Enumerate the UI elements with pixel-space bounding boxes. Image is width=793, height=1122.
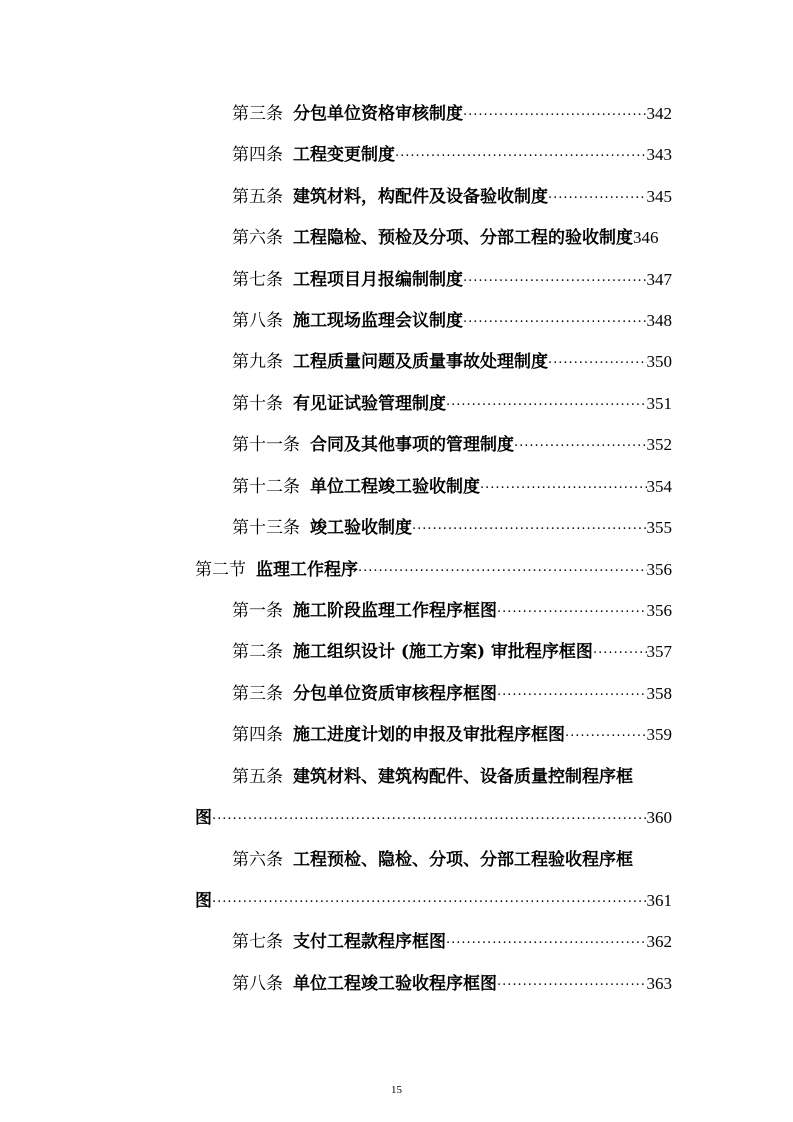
toc-entry-title: 单位工程竣工验收制度 xyxy=(310,477,480,497)
dot-leader xyxy=(212,805,647,829)
toc-entry-page: 361 xyxy=(646,891,672,910)
toc-entry-title: 工程质量问题及质量事故处理制度 xyxy=(293,352,548,372)
toc-entry-title: 合同及其他事项的管理制度 xyxy=(310,435,514,455)
toc-entry-continuation[interactable] xyxy=(195,799,672,829)
toc-entry-page: 360 xyxy=(646,808,672,827)
toc-entry-continuation[interactable] xyxy=(195,882,672,912)
toc-entry-number: 第八条 xyxy=(232,311,283,331)
toc-entry-title-continuation: 图 xyxy=(195,891,212,911)
toc-entry-title: 建筑材料、建筑构配件、设备质量控制程序框 xyxy=(293,767,633,787)
toc-entry[interactable] xyxy=(232,758,672,788)
dot-leader xyxy=(358,557,647,581)
dot-leader xyxy=(497,598,647,622)
toc-entry-number: 第三条 xyxy=(232,684,283,704)
toc-entry[interactable] xyxy=(232,592,672,622)
toc-entry-title: 竣工验收制度 xyxy=(310,518,412,538)
toc-section-number: 第二节 xyxy=(195,560,246,580)
toc-entry[interactable] xyxy=(232,343,672,373)
toc-entry-title: 工程变更制度 xyxy=(293,145,395,165)
toc-entry-page: 348 xyxy=(646,311,672,330)
toc-entry-page: 356 xyxy=(646,601,672,620)
toc-section-title: 监理工作程序 xyxy=(256,560,358,580)
toc-entry-number: 第十条 xyxy=(232,394,283,414)
toc-entry-page: 350 xyxy=(646,352,672,371)
toc-entry-number: 第四条 xyxy=(232,145,283,165)
toc-entry[interactable] xyxy=(232,261,672,291)
toc-entry-title: 分包单位资质审核程序框图 xyxy=(293,684,497,704)
toc-entry[interactable] xyxy=(232,95,672,125)
toc-entry-page: 363 xyxy=(646,974,672,993)
dot-leader xyxy=(565,722,647,746)
toc-entry-number: 第五条 xyxy=(232,187,283,207)
toc-entry[interactable] xyxy=(232,965,672,995)
toc-entry-page: 343 xyxy=(646,145,672,164)
toc-entry[interactable] xyxy=(232,675,672,705)
toc-entry-title: 有见证试验管理制度 xyxy=(293,394,446,414)
dot-leader xyxy=(463,308,647,332)
toc-entry-page: 359 xyxy=(646,725,672,744)
toc-entry-title: 施工进度计划的申报及审批程序框图 xyxy=(293,725,565,745)
toc-entry-number: 第五条 xyxy=(232,767,283,787)
toc-entry-number: 第十三条 xyxy=(232,518,300,538)
toc-entry[interactable] xyxy=(232,178,672,208)
toc-entry-number: 第二条 xyxy=(232,642,283,662)
dot-leader xyxy=(497,971,647,995)
dot-leader xyxy=(446,929,647,953)
toc-entry-number: 第九条 xyxy=(232,352,283,372)
toc-entry-page: 358 xyxy=(646,684,672,703)
toc-entry[interactable] xyxy=(232,716,672,746)
toc-entry-number: 第一条 xyxy=(232,601,283,621)
toc-entry-title: 工程预检、隐检、分项、分部工程验收程序框 xyxy=(293,850,633,870)
dot-leader xyxy=(212,888,647,912)
page-number-footer: 15 xyxy=(391,1084,402,1096)
toc-entry-number: 第七条 xyxy=(232,932,283,952)
toc-entry-title: 施工现场监理会议制度 xyxy=(293,311,463,331)
dot-leader xyxy=(514,432,647,456)
toc-section[interactable] xyxy=(195,551,672,581)
toc-entry-page: 345 xyxy=(646,187,672,206)
toc-entry[interactable] xyxy=(232,509,672,539)
toc-entry-number: 第十二条 xyxy=(232,477,300,497)
toc-entry[interactable] xyxy=(232,302,672,332)
toc-entry-number: 第八条 xyxy=(232,974,283,994)
toc-entry-page: 351 xyxy=(646,394,672,413)
dot-leader xyxy=(497,681,647,705)
dot-leader xyxy=(395,142,647,166)
toc-entry-title: 单位工程竣工验收程序框图 xyxy=(293,974,497,994)
toc-entry-page: 347 xyxy=(646,270,672,289)
toc-entry-title: 分包单位资格审核制度 xyxy=(293,104,463,124)
dot-leader xyxy=(548,349,647,373)
toc-entry-page: 354 xyxy=(646,477,672,496)
toc-entry-title-continuation: 图 xyxy=(195,808,212,828)
toc-entry[interactable] xyxy=(232,136,672,166)
dot-leader xyxy=(480,474,647,498)
toc-entry[interactable] xyxy=(232,923,672,953)
toc-entry-number: 第十一条 xyxy=(232,435,300,455)
toc-entry-page: 342 xyxy=(646,104,672,123)
toc-entry-number: 第六条 xyxy=(232,850,283,870)
toc-entry-page: 357 xyxy=(646,642,672,661)
toc-entry-title: 施工组织设计 (施工方案) 审批程序框图 xyxy=(293,642,593,662)
toc-entry-page: 352 xyxy=(646,435,672,454)
toc-entry[interactable] xyxy=(232,219,702,249)
dot-leader xyxy=(548,184,647,208)
toc-entry-number: 第三条 xyxy=(232,104,283,124)
toc-section-page: 356 xyxy=(646,560,672,579)
toc-entry-number: 第七条 xyxy=(232,270,283,290)
toc-entry-title: 建筑材料，构配件及设备验收制度 xyxy=(293,187,548,207)
toc-entry-title: 工程项目月报编制制度 xyxy=(293,270,463,290)
dot-leader xyxy=(463,101,647,125)
dot-leader xyxy=(593,639,647,663)
toc-entry[interactable] xyxy=(232,385,672,415)
dot-leader xyxy=(463,267,647,291)
toc-entry-page: 346 xyxy=(633,228,659,247)
toc-entry-title: 施工阶段监理工作程序框图 xyxy=(293,601,497,621)
dot-leader xyxy=(412,515,647,539)
toc-entry[interactable] xyxy=(232,468,672,498)
toc-entry-page: 355 xyxy=(646,518,672,537)
dot-leader xyxy=(446,391,647,415)
toc-entry-title: 支付工程款程序框图 xyxy=(293,932,446,952)
toc-entry[interactable] xyxy=(232,633,672,663)
toc-entry-title: 工程隐检、预检及分项、分部工程的验收制度 xyxy=(293,228,633,248)
toc-entry[interactable] xyxy=(232,426,672,456)
toc-entry[interactable] xyxy=(232,841,672,871)
toc-entry-page: 362 xyxy=(646,932,672,951)
toc-entry-number: 第六条 xyxy=(232,228,283,248)
toc-entry-number: 第四条 xyxy=(232,725,283,745)
